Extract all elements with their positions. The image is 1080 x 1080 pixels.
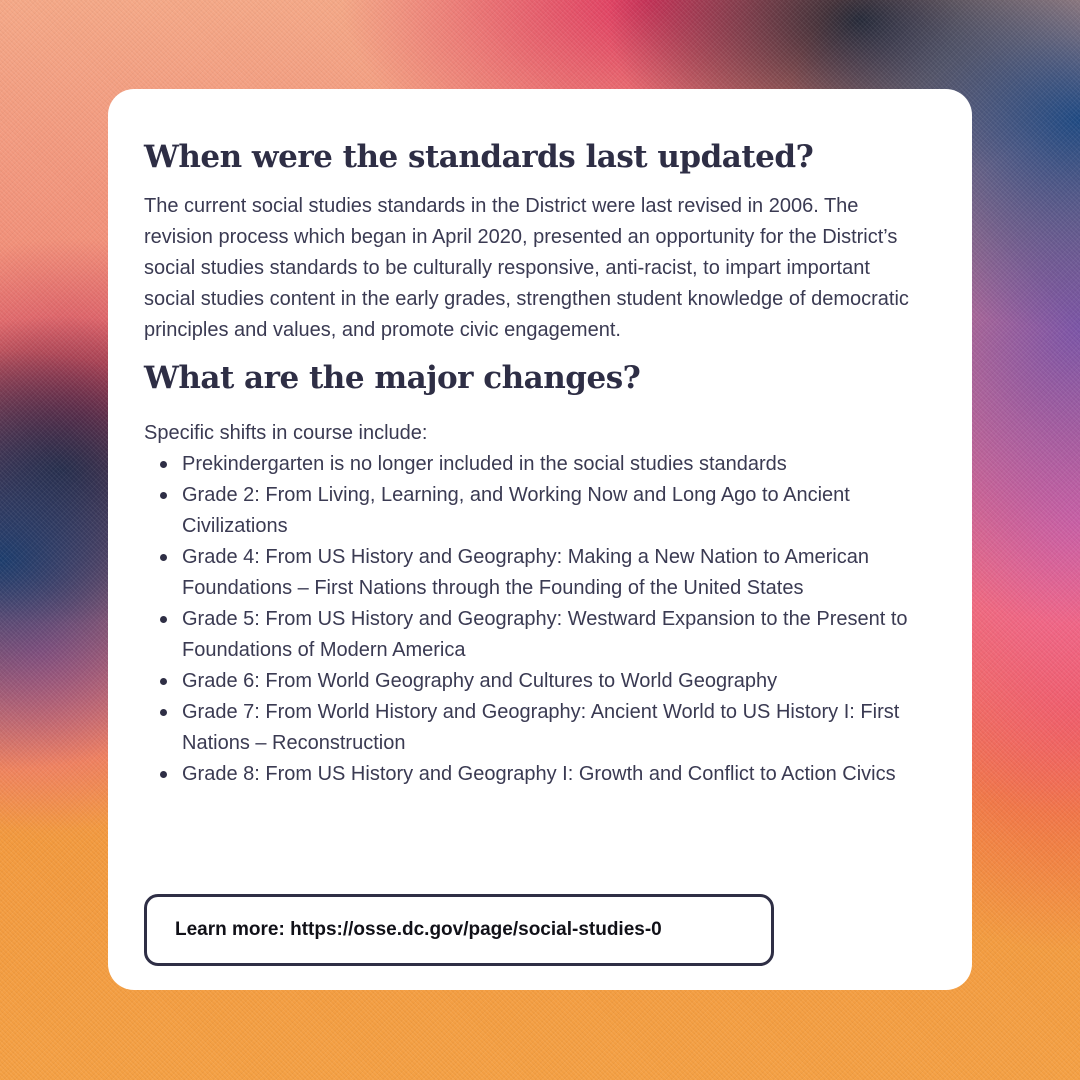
list-item-text: Prekindergarten is no longer included in the social studies standards <box>182 453 787 475</box>
list-item-text: Grade 6: From World Geography and Cultures to World Geography <box>182 670 778 692</box>
shifts-list <box>144 449 936 790</box>
list-item-text: Grade 8: From US History and Geography I: Growth and Conflict to Action Civics <box>182 763 896 785</box>
list-item <box>182 759 936 790</box>
learn-more-link[interactable]: Learn more: https://osse.dc.gov/page/social-studies-0 <box>175 919 662 940</box>
learn-more-box[interactable] <box>144 894 774 966</box>
list-item <box>182 449 936 480</box>
heading-major-changes: What are the major changes? <box>144 360 641 396</box>
bullet-icon <box>160 616 167 623</box>
bullet-icon <box>160 709 167 716</box>
list-item-text: Grade 7: From World History and Geography: Ancient World to US History I: First Nations – Reconstruction <box>182 701 900 754</box>
list-item <box>182 666 936 697</box>
bullet-icon <box>160 678 167 685</box>
list-item <box>182 697 936 759</box>
bullet-icon <box>160 771 167 778</box>
list-item-text: Grade 5: From US History and Geography: Westward Expansion to the Present to Foundations of Modern America <box>182 608 908 661</box>
list-item-text: Grade 4: From US History and Geography: Making a New Nation to American Foundations – First Nations through the Founding of the United States <box>182 546 869 599</box>
list-item <box>182 542 936 604</box>
bullet-icon <box>160 554 167 561</box>
paragraph-last-updated: The current social studies standards in the District were last revised in 2006. The revision process which began in April 2020, presented an opportunity for the District’s social studies standards to be culturally responsive, anti-racist, to impart important social studies content in the early grades, strengthen student knowledge of democratic principles and values, and promote civic engagement. <box>144 195 909 341</box>
list-item <box>182 604 936 666</box>
shifts-intro: Specific shifts in course include: <box>144 422 428 444</box>
content-card <box>108 89 972 990</box>
list-item-text: Grade 2: From Living, Learning, and Working Now and Long Ago to Ancient Civilizations <box>182 484 850 537</box>
bullet-icon <box>160 492 167 499</box>
heading-last-updated: When were the standards last updated? <box>144 139 814 175</box>
bullet-icon <box>160 461 167 468</box>
list-item <box>182 480 936 542</box>
